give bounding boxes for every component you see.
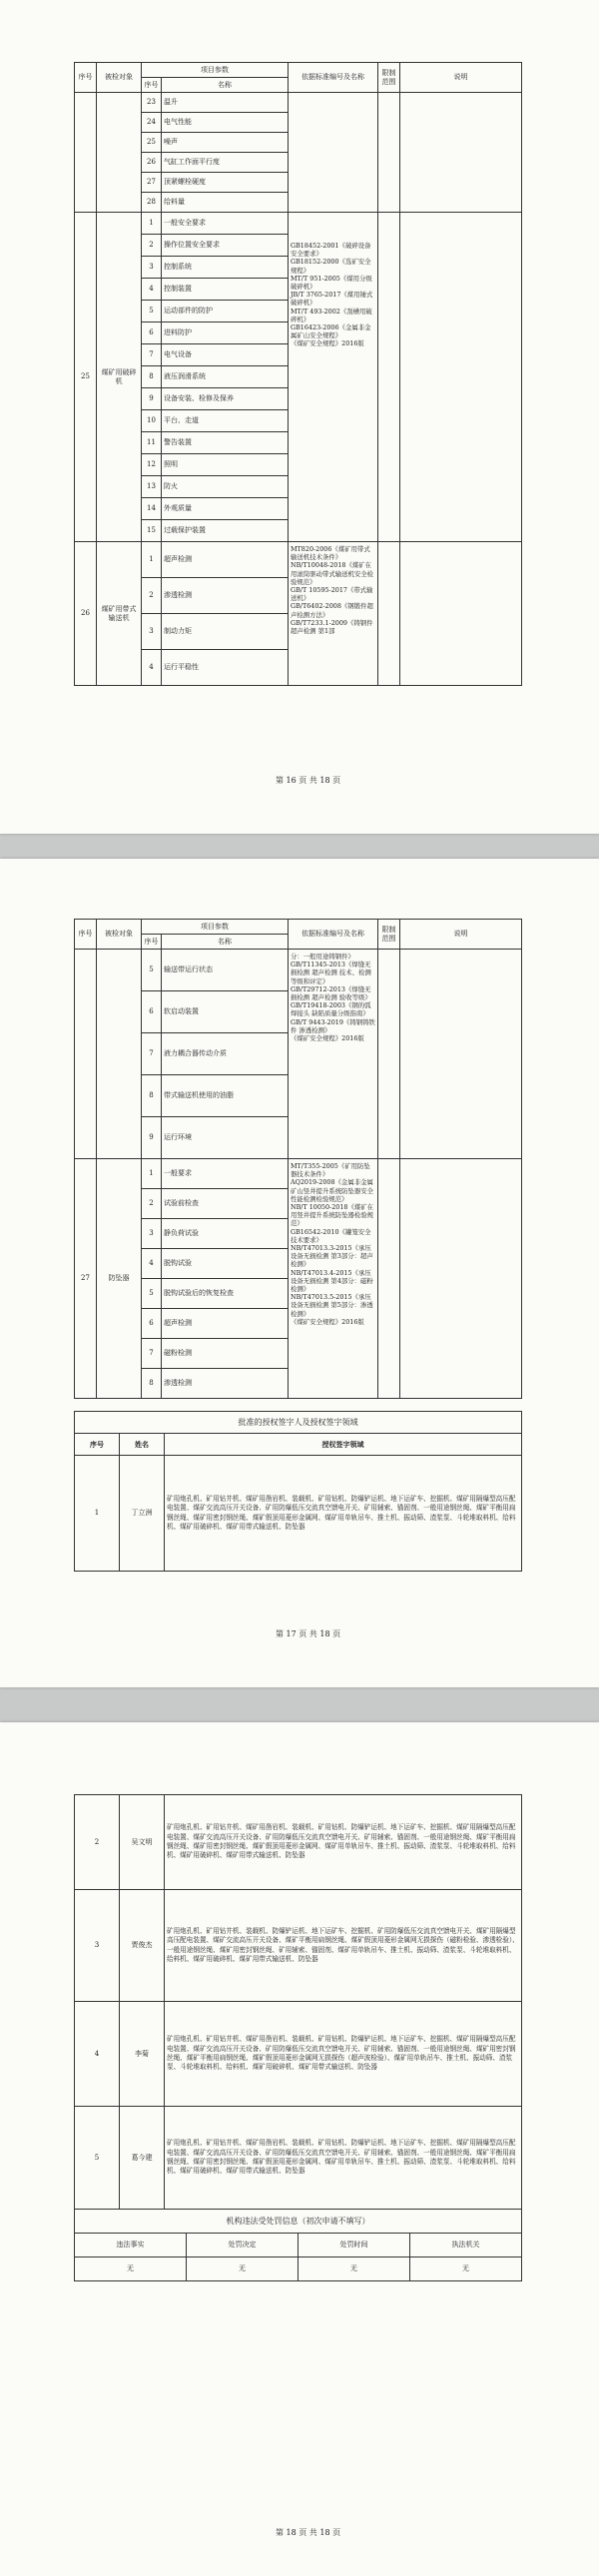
signatory-header-seq: 序号 [75, 1434, 120, 1456]
standard-text: MT/T355-2005《矿用防坠器技术条件》 AQ2019-2008《金属非金属矿山竖井提升系统防坠器安全性能检测检验规范》 NB/T 10050-2018《煤矿在用竖井提升系统防坠器检验规范》 GB16542-2010《罐笼安全技术要求》 NB/T47013.3-2015《承压设备无损检测 第3部分：超声检测》 NB/T47013.4-2015《承压设备无损检测 第4部分：磁粉检测》 NB/T47013.5-2015《承压设备无损检测 第5部分：渗透检测》 《煤矿安全规程》2016版 [291, 1162, 374, 1326]
signatory-table-continued [74, 1794, 522, 2210]
item-name: 渗透检测 [162, 1369, 289, 1399]
violation-header-agency: 执法机关 [410, 2234, 522, 2257]
item-name: 气缸工作面平行度 [162, 153, 289, 173]
limit-cell [378, 213, 400, 542]
standard-cell [289, 213, 378, 542]
page-17 [0, 859, 599, 1687]
signatory-header-name: 姓名 [120, 1434, 165, 1456]
violation-fact: 无 [75, 2257, 187, 2281]
note-cell [400, 542, 522, 686]
item-seq: 10 [142, 410, 162, 432]
item-seq: 6 [142, 322, 162, 344]
violation-table [74, 2209, 522, 2281]
note-cell [400, 213, 522, 542]
item-name: 控制系统 [162, 257, 289, 279]
item-name: 温升 [162, 93, 289, 113]
item-seq: 7 [142, 1033, 162, 1075]
item-name: 设备安装、检修及保养 [162, 388, 289, 410]
item-seq: 28 [142, 193, 162, 213]
signatory-seq: 5 [75, 2107, 120, 2210]
seq-cell: 26 [75, 542, 97, 686]
item-seq: 4 [142, 650, 162, 686]
item-name: 操作位置安全要求 [162, 235, 289, 257]
item-seq: 5 [142, 301, 162, 322]
item-name: 渗透检测 [162, 578, 289, 614]
header-standard: 依据标准编号及名称 [289, 63, 378, 93]
item-name: 过载保护装置 [162, 520, 289, 542]
header-object: 被检对象 [97, 920, 142, 950]
item-seq: 5 [142, 950, 162, 991]
item-seq: 27 [142, 173, 162, 193]
item-name: 运动部件的防护 [162, 301, 289, 322]
item-seq: 1 [142, 542, 162, 578]
object-cell [97, 950, 142, 1159]
item-name: 软启动装置 [162, 991, 289, 1033]
header-item-params: 项目参数 [142, 63, 289, 78]
seq-cell: 27 [75, 1159, 97, 1399]
item-seq: 2 [142, 1189, 162, 1219]
signatory-header-field: 授权签字领域 [165, 1434, 522, 1456]
item-name: 超声检测 [162, 542, 289, 578]
item-seq: 7 [142, 344, 162, 366]
item-seq: 11 [142, 432, 162, 454]
item-name: 外观质量 [162, 498, 289, 520]
header-sub-seq: 序号 [142, 78, 162, 93]
signatory-field: 矿用炮孔机、矿用钻井机、煤矿用凿岩机、装载机、矿用钻机、防爆铲运机、地下运矿车、挖掘机、煤矿用隔爆型高压配电装置、煤矿交流高压开关设备、矿用防爆低压交流真空馈电开关、矿用辅索、锚固剂、一般用途钢丝绳、煤矿用密封钢丝绳、煤矿平衡用扁钢丝绳、煤矿假顶用菱形金属网无损探伤（超声波检验）、煤矿用单轨吊车、推土机、振动筛、渣浆泵、斗轮堆取料机、给料机、煤矿用破碎机、煤矿用带式输送机、防坠器 [165, 2002, 522, 2107]
header-seq: 序号 [75, 63, 97, 93]
signatory-name: 贾俊杰 [120, 1890, 165, 2002]
header-standard: 依据标准编号及名称 [289, 920, 378, 950]
item-name: 控制装置 [162, 279, 289, 301]
item-name: 试验前检查 [162, 1189, 289, 1219]
header-limit: 限制范围 [378, 920, 400, 950]
signatory-seq: 3 [75, 1890, 120, 2002]
item-seq: 6 [142, 1309, 162, 1339]
item-name: 噪声 [162, 133, 289, 153]
item-name: 给料量 [162, 193, 289, 213]
item-name: 磁粉检测 [162, 1339, 289, 1369]
page-footer: 第 17 页 共 18 页 [276, 1629, 341, 1638]
signatory-table [74, 1411, 522, 1572]
violation-decision: 无 [187, 2257, 299, 2281]
item-seq: 1 [142, 1159, 162, 1189]
object-cell [97, 93, 142, 213]
item-name: 静负荷试验 [162, 1219, 289, 1249]
item-name: 液压润滑系统 [162, 366, 289, 388]
item-seq: 13 [142, 476, 162, 498]
standard-cell [289, 1159, 378, 1399]
item-name: 警告装置 [162, 432, 289, 454]
header-sub-name: 名称 [162, 78, 289, 93]
signatory-section-title: 批准的授权签字人及授权签字领域 [75, 1412, 522, 1434]
seq-cell [75, 950, 97, 1159]
signatory-name: 丁立洲 [120, 1456, 165, 1572]
item-seq: 4 [142, 1249, 162, 1279]
page-footer: 第 18 页 共 18 页 [276, 2528, 341, 2537]
item-seq: 8 [142, 1369, 162, 1399]
item-seq: 25 [142, 133, 162, 153]
item-seq: 15 [142, 520, 162, 542]
item-name: 制动力矩 [162, 614, 289, 650]
seq-cell [75, 93, 97, 213]
violation-header-fact: 违法事实 [75, 2234, 187, 2257]
item-name: 防火 [162, 476, 289, 498]
item-seq: 8 [142, 1075, 162, 1117]
note-cell [400, 950, 522, 1159]
standard-cell [289, 93, 378, 213]
item-name: 带式输送机使用的油脂 [162, 1075, 289, 1117]
header-note: 说明 [400, 920, 522, 950]
item-name: 运行环境 [162, 1117, 289, 1159]
violation-agency: 无 [410, 2257, 522, 2281]
item-seq: 8 [142, 366, 162, 388]
header-limit: 限制范围 [378, 63, 400, 93]
limit-cell [378, 1159, 400, 1399]
violation-time: 无 [299, 2257, 410, 2281]
item-name: 一般安全要求 [162, 213, 289, 235]
signatory-seq: 2 [75, 1795, 120, 1890]
signatory-seq: 4 [75, 2002, 120, 2107]
page-18 [0, 1722, 599, 2576]
violation-section-title: 机构违法受处罚信息（初次申请不填写） [75, 2210, 522, 2234]
item-seq: 4 [142, 279, 162, 301]
violation-header-time: 处罚时间 [299, 2234, 410, 2257]
violation-header-decision: 处罚决定 [187, 2234, 299, 2257]
item-name: 液力耦合器传动介质 [162, 1033, 289, 1075]
item-seq: 14 [142, 498, 162, 520]
item-seq: 23 [142, 93, 162, 113]
item-seq: 26 [142, 153, 162, 173]
item-seq: 1 [142, 213, 162, 235]
seq-cell: 25 [75, 213, 97, 542]
object-cell: 煤矿用带式输送机 [97, 542, 142, 686]
limit-cell [378, 93, 400, 213]
item-name: 脱钩试验 [162, 1249, 289, 1279]
header-sub-seq: 序号 [142, 935, 162, 950]
signatory-seq: 1 [75, 1456, 120, 1572]
item-name: 平台、走道 [162, 410, 289, 432]
item-name: 运行平稳性 [162, 650, 289, 686]
item-seq: 3 [142, 614, 162, 650]
note-cell [400, 1159, 522, 1399]
signatory-field: 矿用炮孔机、矿用钻井机、煤矿用凿岩机、装载机、矿用钻机、防爆铲运机、地下运矿车、挖掘机、煤矿用隔爆型高压配电装置、煤矿交流高压开关设备、矿用防爆低压交流真空馈电开关、矿用辅索、锚固剂、一般用途钢丝绳、煤矿平衡用扁钢丝绳、煤矿用密封钢丝绳、煤矿假顶用菱形金属网、煤矿用单轨吊车、推土机、振动筛、渣浆泵、斗轮堆取料机、给料机、煤矿用破碎机、煤矿用带式输送机、防坠器 [165, 1795, 522, 1890]
item-seq: 24 [142, 113, 162, 133]
page-footer: 第 16 页 共 18 页 [276, 776, 341, 785]
standard-cell [289, 950, 378, 1159]
signatory-field: 矿用炮孔机、矿用钻井机、煤矿用凿岩机、装载机、矿用钻机、防爆铲运机、地下运矿车、挖掘机、煤矿用隔爆型高压配电装置、煤矿交流高压开关设备、矿用防爆低压交流真空馈电开关、矿用辅索、锚固剂、一般用途钢丝绳、煤矿平衡用扁钢丝绳、煤矿用密封钢丝绳、煤矿假顶用菱形金属网、煤矿用单轨吊车、推土机、振动筛、渣浆泵、斗轮堆取料机、给料机、煤矿用破碎机、煤矿用带式输送机、防坠器 [165, 1456, 522, 1572]
item-seq: 9 [142, 388, 162, 410]
item-name: 进料防护 [162, 322, 289, 344]
standard-text: 分：一般用途铸钢件》 GB/T11345-2013《焊缝无损检测 超声检测 技术、检测等级和评定》 GB/T29712-2013《焊缝无损检测 超声检测 验收等级》 GB/T19418-2003《钢的弧焊接头 缺陷质量分级指南》 GB/T 9443-2019《铸钢铸铁件 渗透检测》 《煤矿安全规程》2016版 [291, 953, 375, 1043]
item-seq: 3 [142, 257, 162, 279]
item-name: 超声检测 [162, 1309, 289, 1339]
standard-text: GB18452-2001《破碎设备安全要求》 GB18152-2000《选矿安全规程》 MT/T 951-2005《煤用分级破碎机》 JB/T 3765-2017《煤用锤式破碎机》 MT/T 493-2002《刮槽用破碎机》 GB16423-2006《金属非金属矿山安全规程》 《煤矿安全规程》2016版 [291, 242, 373, 348]
signatory-name: 葛今建 [120, 2107, 165, 2210]
item-name: 输送带运行状态 [162, 950, 289, 991]
item-seq: 6 [142, 991, 162, 1033]
standard-text: MT820-2006《煤矿用带式输送机技术条件》 NB/T10048-2018《煤矿在用滚筒驱动带式输送机安全检验规范》 GB/T 10595-2017《带式输送机》 GB/T6402-2008《钢锻件超声检测方法》 GB/T7233.1-2009《铸钢件 超声检测 第1部 [291, 545, 374, 636]
note-cell [400, 93, 522, 213]
limit-cell [378, 950, 400, 1159]
item-seq: 12 [142, 454, 162, 476]
header-item-params: 项目参数 [142, 920, 289, 935]
header-note: 说明 [400, 63, 522, 93]
signatory-field: 矿用炮孔机、矿用钻井机、煤矿用凿岩机、装载机、矿用钻机、防爆铲运机、地下运矿车、挖掘机、煤矿用隔爆型高压配电装置、煤矿交流高压开关设备、矿用防爆低压交流真空馈电开关、矿用辅索、锚固剂、一般用途钢丝绳、煤矿平衡用扁钢丝绳、煤矿用密封钢丝绳、煤矿假顶用菱形金属网、煤矿用单轨吊车、推土机、振动筛、渣浆泵、斗轮堆取料机、给料机、煤矿用破碎机、煤矿用带式输送机、防坠器 [165, 2107, 522, 2210]
item-seq: 2 [142, 235, 162, 257]
signatory-field: 矿用炮孔机、矿用钻井机、装载机、防爆铲运机、地下运矿车、挖掘机、矿用防爆低压交流真空馈电开关、煤矿用隔爆型高压配电装置、煤矿交流高压开关设备、煤矿平衡用扁钢丝绳、煤矿假顶用菱形金属网无损探伤（磁粉检验、渗透检验）、一般用途钢丝绳、煤矿用密封钢丝绳、矿用辅索、锚固剂、煤矿用单轨吊车、推土机、振动筛、渣浆泵、斗轮堆取料机、给料机、煤矿用破碎机、煤矿用带式输送机、防坠器 [165, 1890, 522, 2002]
item-name: 电气设备 [162, 344, 289, 366]
inspection-table-page17 [74, 919, 522, 1399]
item-name: 脱钩试验后的恢复检查 [162, 1279, 289, 1309]
item-name: 电气性能 [162, 113, 289, 133]
item-seq: 7 [142, 1339, 162, 1369]
signatory-name: 李菊 [120, 2002, 165, 2107]
item-seq: 2 [142, 578, 162, 614]
inspection-table-page16 [74, 62, 522, 686]
item-seq: 9 [142, 1117, 162, 1159]
header-seq: 序号 [75, 920, 97, 950]
item-seq: 3 [142, 1219, 162, 1249]
signatory-name: 吴文明 [120, 1795, 165, 1890]
item-seq: 5 [142, 1279, 162, 1309]
header-sub-name: 名称 [162, 935, 289, 950]
item-name: 一般要求 [162, 1159, 289, 1189]
item-name: 照明 [162, 454, 289, 476]
page-16 [0, 0, 599, 834]
header-object: 被检对象 [97, 63, 142, 93]
limit-cell [378, 542, 400, 686]
object-cell: 防坠器 [97, 1159, 142, 1399]
object-cell: 煤矿用破碎机 [97, 213, 142, 542]
standard-cell [289, 542, 378, 686]
item-name: 顶紧螺栓硬度 [162, 173, 289, 193]
